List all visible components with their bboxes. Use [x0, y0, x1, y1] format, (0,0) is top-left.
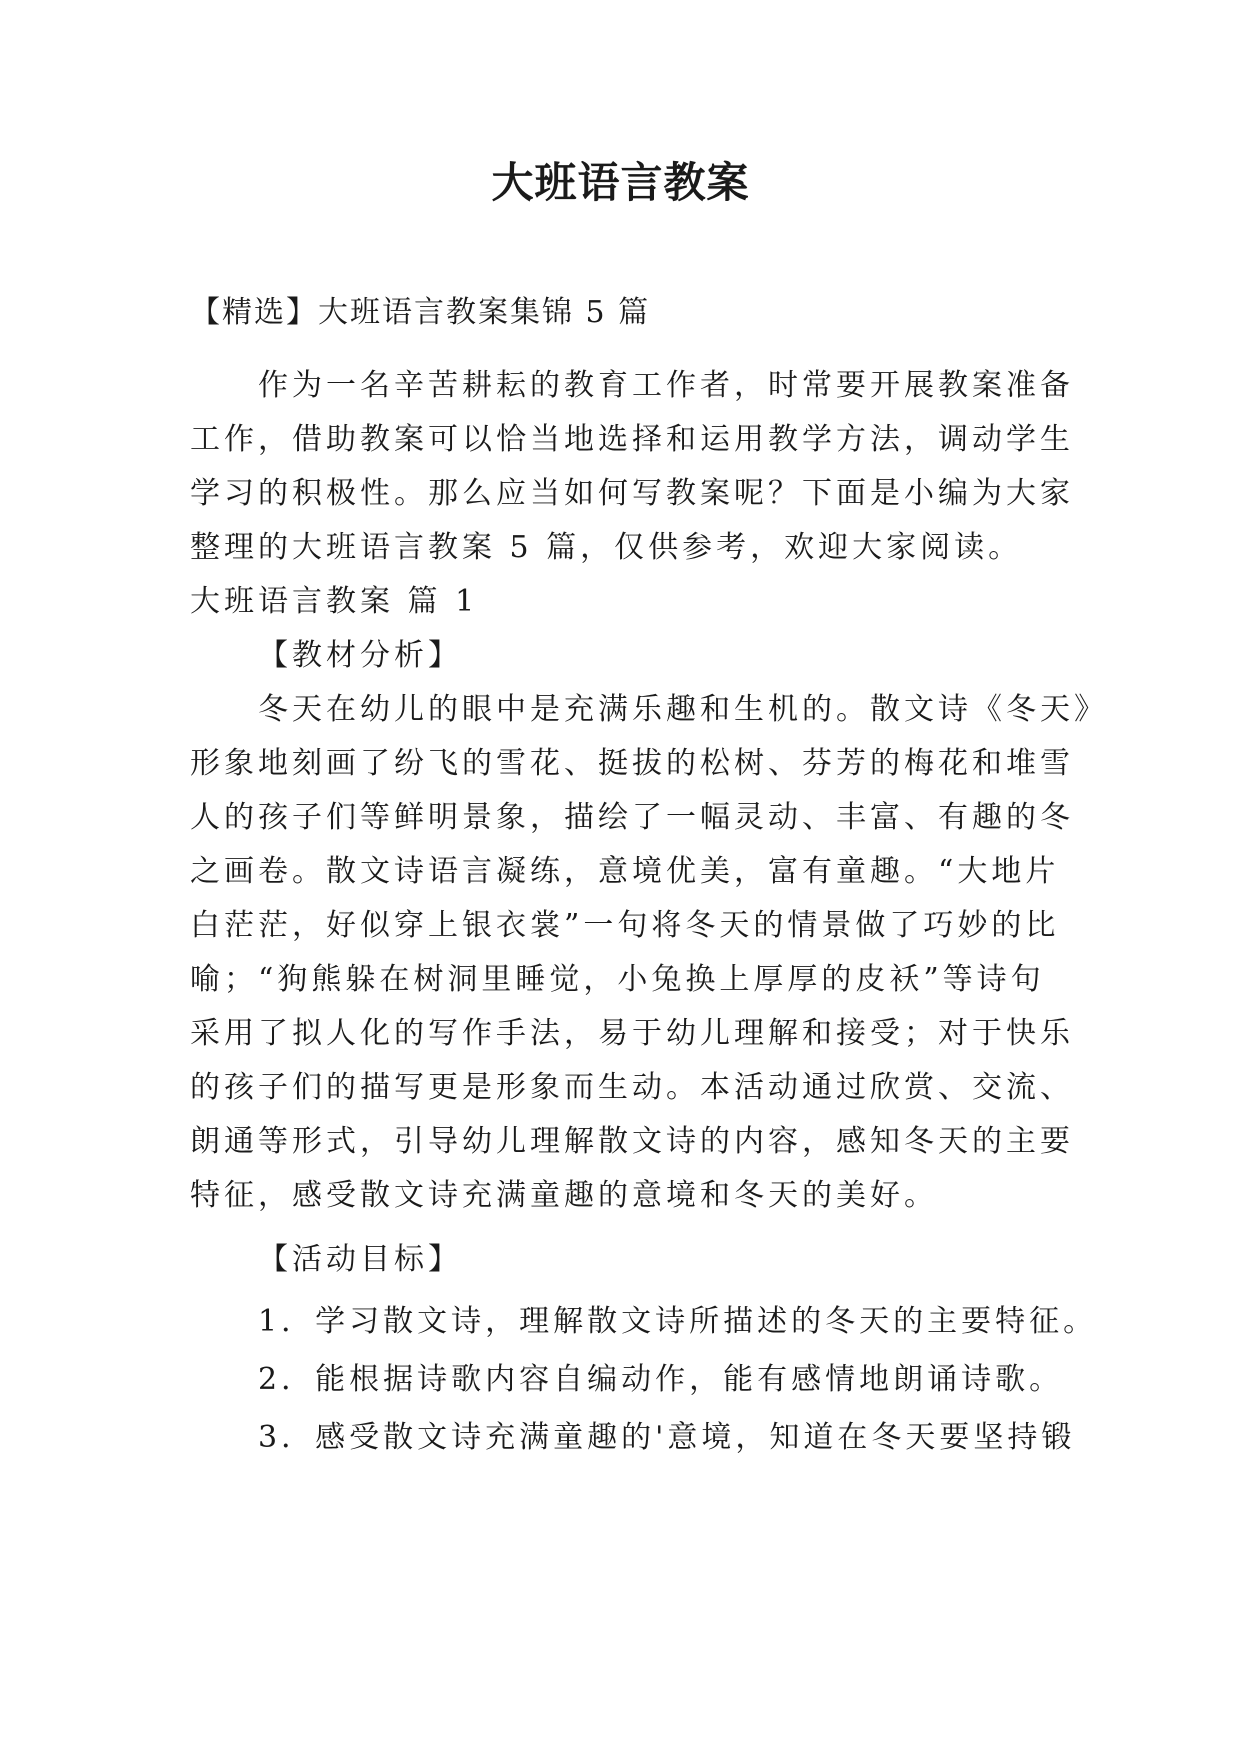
list-item: 3．感受散文诗充满童趣的'意境，知道在冬天要坚持锻 [258, 1420, 1076, 1455]
list-item: 2．能根据诗歌内容自编动作，能有感情地朗诵诗歌。 [258, 1362, 1064, 1397]
paragraph-line: 学习的积极性。那么应当如何写教案呢？下面是小编为大家 [190, 476, 1074, 511]
paragraph-line: 特征，感受散文诗充满童趣的意境和冬天的美好。 [190, 1178, 938, 1213]
paragraph-line: 人的孩子们等鲜明景象，描绘了一幅灵动、丰富、有趣的冬 [190, 800, 1074, 835]
paragraph-line: 工作，借助教案可以恰当地选择和运用教学方法，调动学生 [190, 422, 1074, 457]
paragraph-line: 整理的大班语言教案 5 篇，仅供参考，欢迎大家阅读。 [190, 530, 1023, 565]
section-heading: 大班语言教案 篇 1 [190, 584, 479, 619]
page-title: 大班语言教案 [491, 158, 750, 207]
paragraph-line: 冬天在幼儿的眼中是充满乐趣和生机的。散文诗《冬天》 [258, 692, 1108, 727]
section-subheading: 【教材分析】 [258, 638, 462, 673]
paragraph-line: 形象地刻画了纷飞的雪花、挺拔的松树、芬芳的梅花和堆雪 [190, 746, 1074, 781]
paragraph-line: 喻；“狗熊躲在树洞里睡觉，小兔换上厚厚的皮袄”等诗句 [190, 962, 1045, 997]
paragraph-line: 作为一名辛苦耕耘的教育工作者，时常要开展教案准备 [258, 368, 1074, 403]
paragraph-line: 之画卷。散文诗语言凝练，意境优美，富有童趣。“大地片 [190, 854, 1060, 889]
list-item: 1．学习散文诗，理解散文诗所描述的冬天的主要特征。 [258, 1304, 1098, 1339]
paragraph-line: 朗通等形式，引导幼儿理解散文诗的内容，感知冬天的主要 [190, 1124, 1074, 1159]
paragraph-line: 白茫茫，好似穿上银衣裳”一句将冬天的情景做了巧妙的比 [190, 908, 1060, 943]
document-subtitle: 【精选】大班语言教案集锦 5 篇 [190, 295, 651, 330]
paragraph-line: 采用了拟人化的写作手法，易于幼儿理解和接受；对于快乐 [190, 1016, 1074, 1051]
paragraph-line: 的孩子们的描写更是形象而生动。本活动通过欣赏、交流、 [190, 1070, 1074, 1105]
section-subheading: 【活动目标】 [258, 1242, 462, 1277]
